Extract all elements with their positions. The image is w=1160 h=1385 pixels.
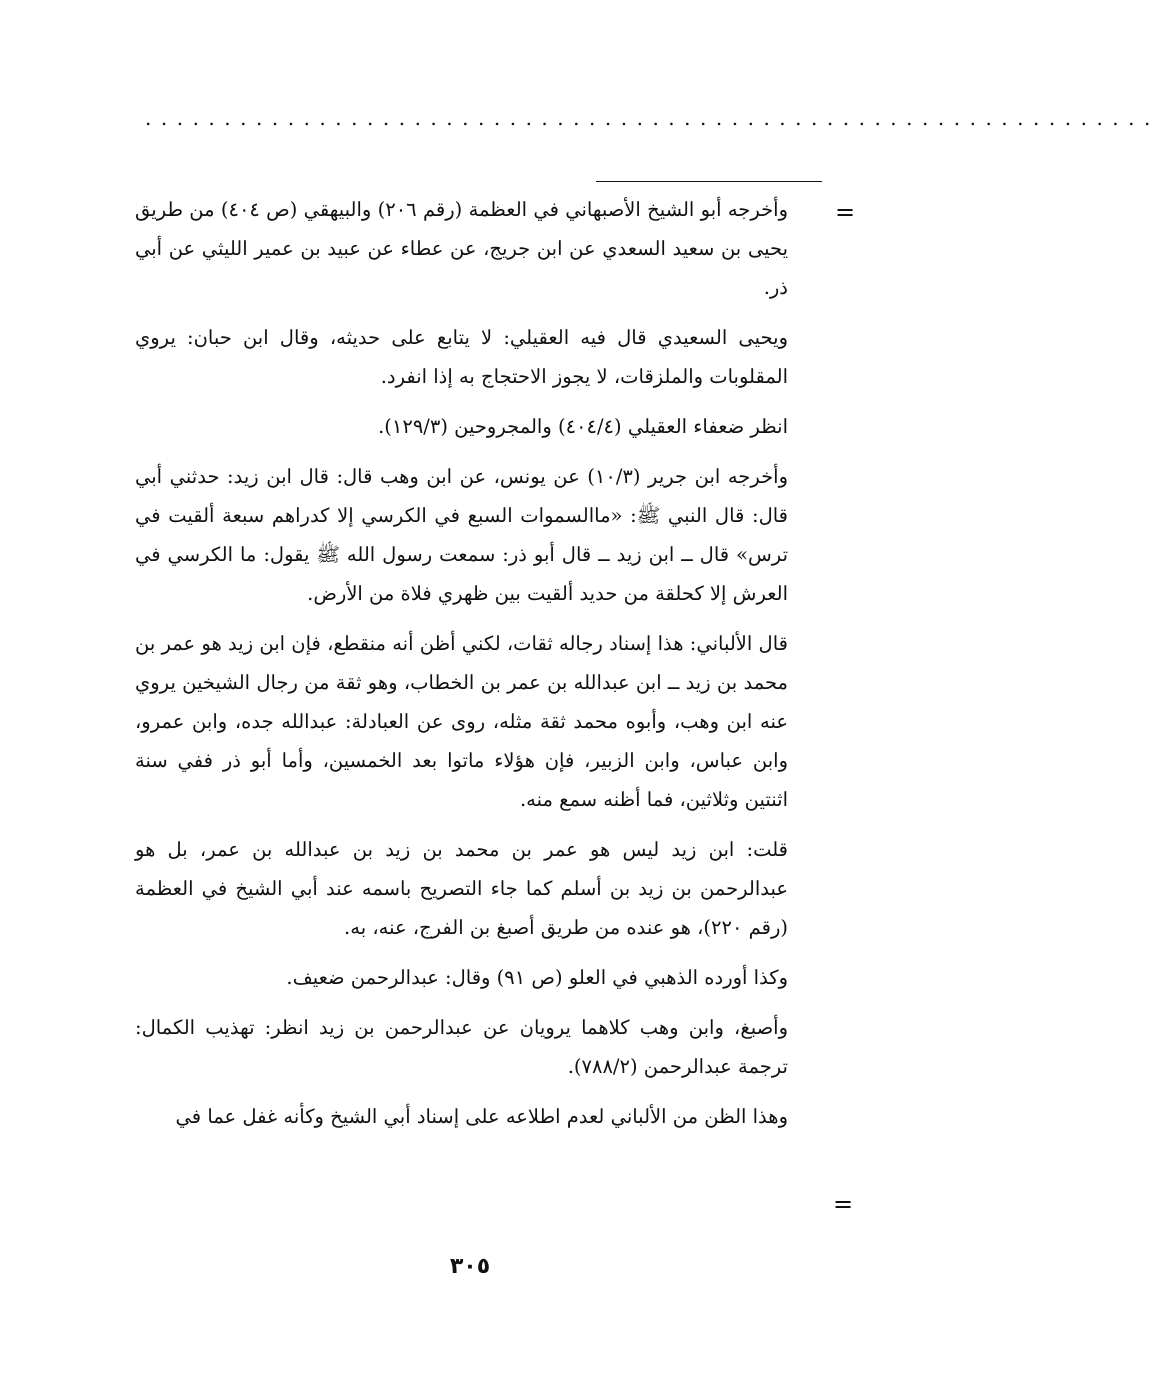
footnote-paragraph: ويحيى السعيدي قال فيه العقيلي: لا يتابع على حديثه، وقال ابن حبان: يروي المقلوبات والملزقات، لا يجوز الاحتجاج به إذا انفرد. <box>135 326 788 388</box>
page-number: ٣٠٥ <box>449 1254 491 1279</box>
continuation-mark-bottom: = <box>833 1190 854 1218</box>
footnote-paragraph: وهذا الظن من الألباني لعدم اطلاعه على إسناد أبي الشيخ وكأنه غفل عما في <box>175 1105 788 1128</box>
footnote-paragraph: وكذا أورده الذهبي في العلو (ص ٩١) وقال: عبدالرحمن ضعيف. <box>286 966 788 989</box>
header-dotted-rule: ................................................................ <box>145 106 1160 130</box>
footnote-paragraph: وأخرجه ابن جرير (١٠/٣) عن يونس، عن ابن وهب قال: قال ابن زيد: حدثني أبي قال: قال النبي ﷺ: «ماالسموات السبع في الكرسي إلا كدراهم سبعة ألقيت في ترس» قال ــ ابن زيد ــ قال أبو ذر: سمعت رسول الله ﷺ يقول: ما الكرسي في العرش إلا كحلقة من حديد ألقيت بين ظهري فلاة من الأرض. <box>135 465 788 605</box>
footnote-paragraph: وأخرجه أبو الشيخ الأصبهاني في العظمة (رقم ٢٠٦) والبيهقي (ص ٤٠٤) من طريق يحيى بن سعيد السعدي عن ابن جريج، عن عطاء عن عبيد بن عمير الليثي عن أبي ذر. <box>135 198 789 299</box>
footnote-paragraph: انظر ضعفاء العقيلي (٤٠٤/٤) والمجروحين (١٢٩/٣). <box>378 415 788 438</box>
footnote-paragraph: وأصبغ، وابن وهب كلاهما يرويان عن عبدالرحمن بن زيد انظر: تهذيب الكمال: ترجمة عبدالرحمن (٧٨٨/٢). <box>135 1016 788 1078</box>
footnote-paragraph: قال الألباني: هذا إسناد رجاله ثقات، لكني أظن أنه منقطع، فإن ابن زيد هو عمر بن محمد بن زيد ــ ابن عبدالله بن عمر بن الخطاب، وهو ثقة من رجال الشيخين يروي عنه ابن وهب، وأبوه محمد ثقة مثله، روى عن العبادلة: عبدالله جده، وابن عمرو، وابن عباس، وابن الزبير، فإن هؤلاء ماتوا بعد الخمسين، وأما أبو ذر ففي سنة اثنتين وثلاثين، فما أظنه سمع منه. <box>135 632 788 811</box>
footnote-separator-line <box>596 181 822 182</box>
footnote-paragraph: قلت: ابن زيد ليس هو عمر بن محمد بن زيد بن عبدالله بن عمر، بل هو عبدالرحمن بن زيد بن أسلم كما جاء التصريح باسمه عند أبي الشيخ في العظمة (رقم ٢٢٠)، هو عنده من طريق أصبغ بن الفرج، عنه، به. <box>135 838 788 939</box>
continuation-mark-top: = <box>835 198 856 226</box>
footnote-text-block <box>135 190 788 1250</box>
